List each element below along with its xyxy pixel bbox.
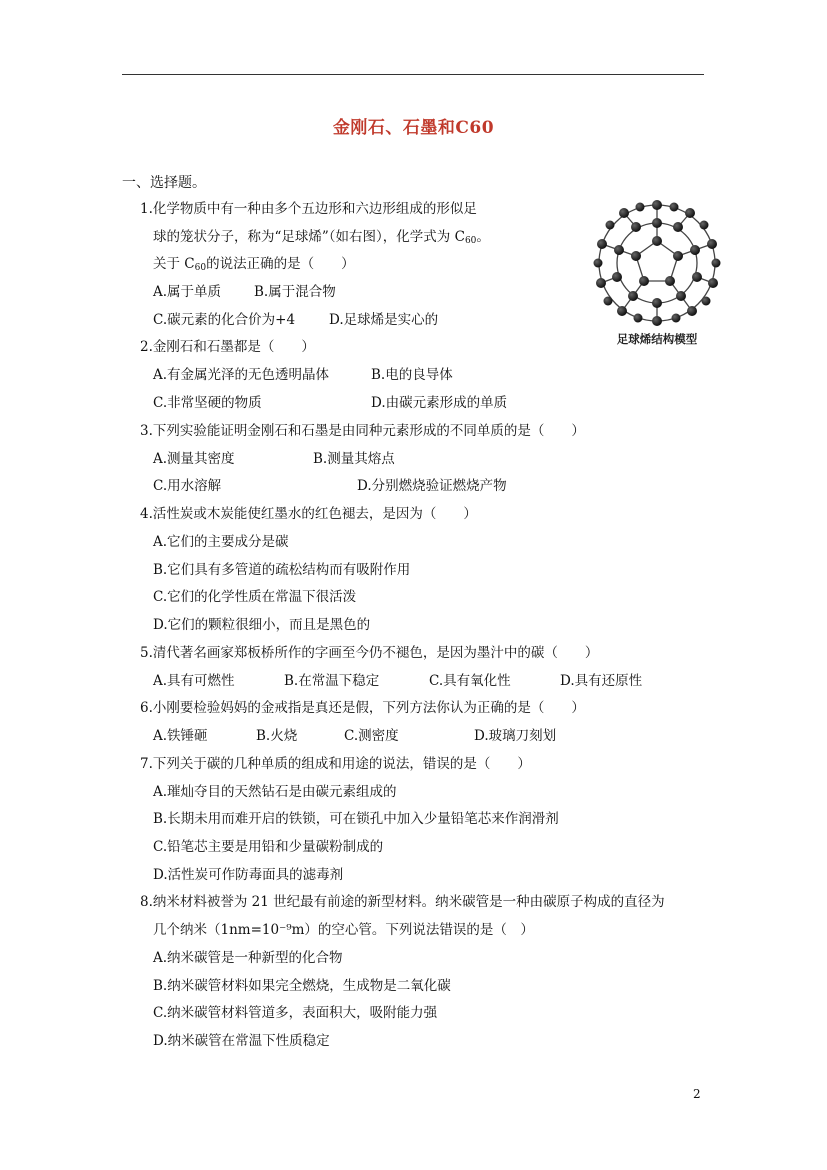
figure-caption: 足球烯结构模型 [616, 332, 698, 346]
q1-option-b: B.属于混合物 [254, 284, 336, 300]
q5-option-d: D.具有还原性 [560, 673, 643, 689]
figure [586, 197, 728, 353]
q8-stem-line2: 几个纳米（1nm=10⁻⁹m）的空心管。下列说法错误的是（ ） [153, 922, 534, 938]
q1-option-d: D.足球烯是实心的 [329, 312, 439, 328]
q7-option-a: A.璀灿夺目的天然钻石是由碳元素组成的 [153, 784, 397, 800]
q6-option-c: C.测密度 [344, 728, 399, 744]
q3-option-d: D.分别燃烧验证燃烧产物 [357, 478, 507, 494]
header-rule [122, 74, 704, 75]
q4-option-d: D.它们的颗粒很细小，而且是黑色的 [153, 617, 371, 633]
section-heading: 一、选择题。 [122, 175, 206, 191]
q2-options-cd [153, 394, 507, 412]
q6-stem: 6.小刚要检验妈妈的金戒指是真还是假，下列方法你认为正确的是（ ） [140, 700, 585, 716]
q6-options [153, 727, 556, 745]
q1-stem-line3: 关于 $C_{60}$的说法正确的是（ ） [153, 256, 355, 273]
q2-option-c: C.非常坚硬的物质 [153, 395, 262, 411]
q4-stem: 4.活性炭或木炭能使红墨水的红色褪去，是因为（ ） [140, 506, 477, 522]
q5-option-a: A.具有可燃性 [153, 673, 235, 689]
q5-option-c: C.具有氧化性 [429, 673, 511, 689]
page-title: 金刚石、石墨和C60 [332, 118, 495, 138]
q2-stem: 2.金刚石和石墨都是（ ） [140, 339, 315, 355]
q1-options-cd [153, 311, 438, 329]
q5-stem: 5.清代著名画家郑板桥所作的字画至今仍不褪色，是因为墨汁中的碳（ ） [140, 645, 599, 661]
q7-option-b: B.长期未用而难开启的铁锁，可在锁孔中加入少量铅笔芯来作润滑剂 [153, 811, 559, 827]
buckyball-model-image [586, 197, 728, 331]
q2-options-ab [153, 366, 453, 384]
q4-option-c: C.它们的化学性质在常温下很活泼 [153, 589, 357, 605]
q5-options [153, 672, 642, 690]
q1-options-ab [153, 283, 336, 301]
q2-option-a: A.有金属光泽的无色透明晶体 [153, 367, 330, 383]
q2-option-b: B.电的良导体 [371, 367, 453, 383]
q8-option-c: C.纳米碳管材料管道多，表面积大，吸附能力强 [153, 1005, 438, 1021]
q1-stem-line2: 球的笼状分子，称为“足球烯”（如右图），化学式为 $C_{60}$。 [153, 229, 490, 246]
q7-stem: 7.下列关于碳的几种单质的组成和用途的说法，错误的是（ ） [140, 756, 531, 772]
q6-option-d: D.玻璃刀刻划 [474, 728, 557, 744]
q6-option-b: B.火烧 [256, 728, 298, 744]
q8-option-a: A.纳米碳管是一种新型的化合物 [153, 950, 343, 966]
q8-option-d: D.纳米碳管在常温下性质稳定 [153, 1033, 330, 1049]
q3-option-c: C.用水溶解 [153, 478, 222, 494]
q7-option-d: D.活性炭可作防毒面具的滤毒剂 [153, 867, 344, 883]
q7-option-c: C.铅笔芯主要是用铅和少量碳粉制成的 [153, 839, 384, 855]
q4-option-a: A.它们的主要成分是碳 [153, 534, 289, 550]
q5-option-b: B.在常温下稳定 [284, 673, 380, 689]
q8-option-b: B.纳米碳管材料如果完全燃烧，生成物是二氧化碳 [153, 978, 451, 994]
q3-stem: 3.下列实验能证明金刚石和石墨是由同种元素形成的不同单质的是（ ） [140, 423, 585, 439]
q4-option-b: B.它们具有多管道的疏松结构而有吸附作用 [153, 562, 411, 578]
q2-option-d: D.由碳元素形成的单质 [371, 395, 508, 411]
q8-stem-line1: 8.纳米材料被誉为 21 世纪最有前途的新型材料。纳米碳管是一种由碳原子构成的直径为 [140, 894, 665, 910]
q3-options-ab [153, 450, 395, 468]
q3-option-a: A.测量其密度 [153, 451, 235, 467]
q3-options-cd [153, 477, 507, 495]
q1-stem-line1: 1.化学物质中有一种由多个五边形和六边形组成的形似足 [140, 201, 477, 217]
q1-option-a: A.属于单质 [153, 284, 222, 300]
q1-option-c: C.碳元素的化合价为+4 [153, 312, 296, 328]
q3-option-b: B.测量其熔点 [313, 451, 395, 467]
q6-option-a: A.铁锤砸 [153, 728, 208, 744]
page-number: 2 [693, 1087, 701, 1101]
